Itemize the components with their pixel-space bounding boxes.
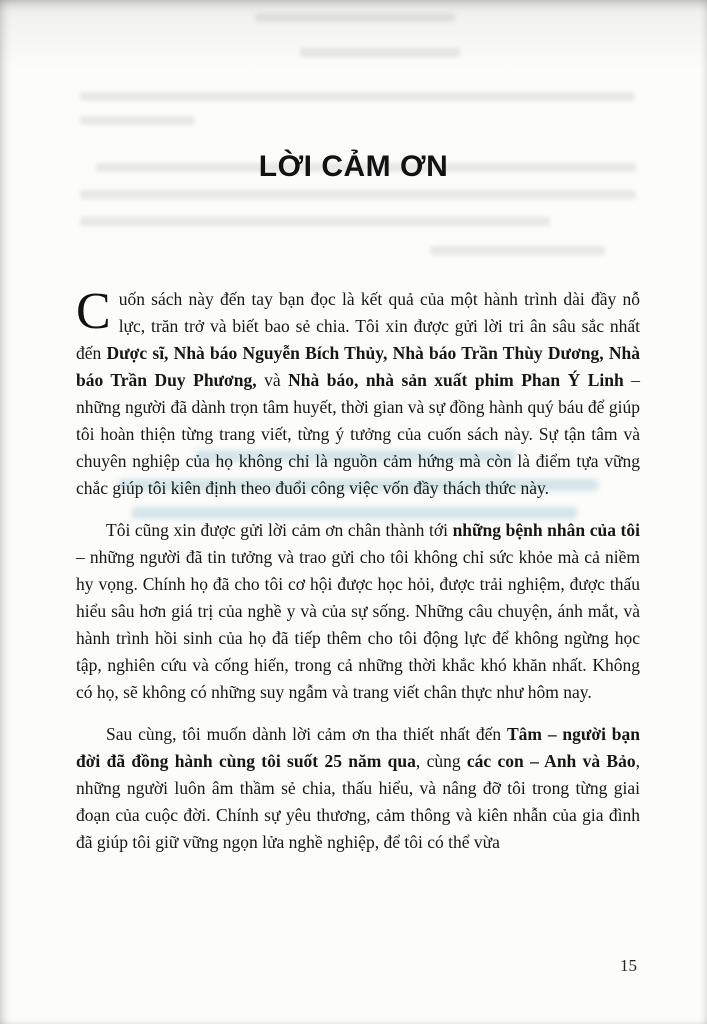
- text-run: – những người đã tin tưởng và trao gửi cho tôi không chỉ sức khỏe mà cả niềm hy vọng. Chính họ đã cho tôi cơ hội được học hỏi, được trải nghiệm, được thấu hiểu sâu hơn giá trị của nghề y và của sự sống. Những câu chuyện, ánh mắt, và hành trình hồi sinh của họ đã tiếp thêm cho tôi động lực để không ngừng học tập, nghiên cứu và cống hiến, trong cả những thời khắc khó khăn nhất. Không có họ, sẽ không có những suy ngẫm và trang viết chân thực như hôm nay.: [76, 547, 640, 702]
- bleed-through-line: [80, 190, 636, 199]
- bold-run: những bệnh nhân của tôi: [452, 520, 640, 540]
- text-run: uốn sách này đến tay bạn đọc là kết quả của một hành trình dài đầy nỗ lực, trăn trở và biết bao sẻ chia. Tôi xin được gửi lời tri ân sâu sắc nhất đến: [76, 289, 640, 363]
- bold-run: Nhà báo, nhà sản xuất phim Phan Ý Linh: [288, 370, 624, 390]
- text-run: , cùng: [415, 751, 467, 771]
- bold-run: các con – Anh và Bảo: [466, 751, 636, 771]
- text-run: , những người luôn âm thầm sẻ chia, thấu hiểu, và nâng đỡ tôi trong từng giai đoạn của cuộc đời. Chính sự yêu thương, cảm thông và kiên nhẫn của gia đình đã giúp tôi giữ vững ngọn lửa nghề nghiệp, để tôi có thể vừa: [76, 751, 640, 852]
- bleed-through-line: [80, 92, 635, 101]
- text-run: Sau cùng, tôi muốn dành lời cảm ơn tha thiết nhất đến: [106, 724, 507, 744]
- bleed-through-line: [430, 246, 605, 255]
- paragraph: [76, 721, 640, 856]
- bold-run: Tâm – người bạn đời đã đồng hành cùng tôi suốt 25 năm qua: [76, 724, 640, 771]
- scan-top-shading: [0, 0, 707, 70]
- bleed-through-line: [80, 116, 195, 125]
- bold-run: Dược sĩ, Nhà báo Nguyễn Bích Thủy, Nhà báo Trần Thùy Dương, Nhà báo Trần Duy Phương,: [76, 343, 640, 390]
- paragraph: [76, 283, 641, 502]
- page-number: 15: [620, 956, 637, 975]
- drop-cap: C: [76, 283, 111, 340]
- text-run: – những người đã dành trọn tâm huyết, thời gian và sự đồng hành quý báu để giúp tôi hoàn thiện từng trang viết, từng ý tưởng của cuốn sách này. Sự tận tâm và chuyên nghiệp của họ không chỉ là nguồn cảm hứng mà còn là điểm tựa vững chắc giúp tôi kiên định theo đuổi công việc vốn đầy thách thức này.: [76, 370, 641, 498]
- paragraphs: [76, 283, 641, 871]
- bleed-through-line: [255, 13, 455, 22]
- paragraph: [76, 517, 640, 706]
- text-run: và: [256, 370, 289, 390]
- page-title: LỜI CẢM ƠN: [258, 150, 449, 183]
- bleed-through-line: [80, 217, 550, 226]
- text-run: Tôi cũng xin được gửi lời cảm ơn chân thành tới: [106, 520, 453, 540]
- bleed-through-line: [300, 48, 460, 57]
